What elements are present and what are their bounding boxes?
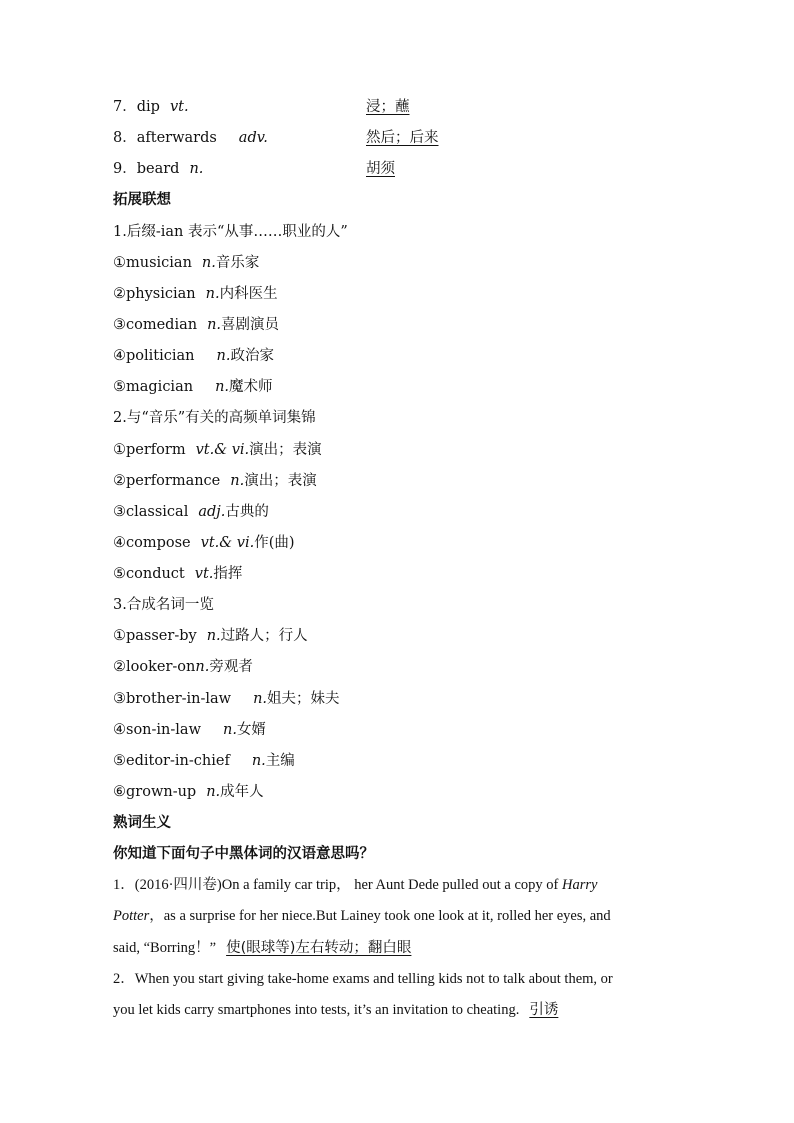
example-sentence: 2．When you start giving take-home exams and telling kids not to talk about them, or [113,971,613,987]
question-prompt: 你知道下面句子中黑体词的汉语意思吗？ [113,846,374,862]
list-item: ②physician n.内科医生 [113,286,278,302]
answer: 引诱 [529,1002,559,1018]
list-item: ④son-in-law n.女婿 [113,722,266,738]
list-item: ③brother-in-law n.姐夫；妹夫 [113,691,340,707]
vocab-meaning: 然后；后来 [366,130,439,146]
book-title: Potter [113,908,150,924]
example-sentence: Potter，as a surprise for her niece.But Lainey took one look at it, rolled her eyes, and [113,908,611,924]
answer: 使(眼球等)左右转动；翻白眼 [226,940,412,956]
section-heading: 拓展联想 [113,192,171,208]
section-heading: 熟词生义 [113,815,171,831]
part-of-speech: n. [189,161,204,177]
list-item: ①perform vt.& vi.演出；表演 [113,442,322,458]
vocab-word: afterwards [136,130,217,146]
list-item: ④compose vt.& vi.作(曲) [113,535,295,551]
list-item: ①passer-by n.过路人；行人 [113,628,308,644]
vocab-item [113,97,189,117]
group-title: 2.与“音乐”有关的高频单词集锦 [113,410,316,426]
list-item: ⑤conduct vt.指挥 [113,566,243,582]
example-sentence: said, “Borring！” 使(眼球等)左右转动；翻白眼 [113,940,412,956]
vocab-meaning: 胡须 [366,161,395,177]
book-title: Harry [562,877,598,893]
list-item: ③comedian n.喜剧演员 [113,317,280,333]
list-item: ⑥grown-up n.成年人 [113,784,264,800]
vocab-word: beard [136,161,180,177]
list-item: ①musician n.音乐家 [113,255,260,271]
list-item: ②looker-onn.旁观者 [113,659,253,675]
example-sentence: you let kids carry smartphones into tests, it’s an invitation to cheating. 引诱 [113,1002,559,1018]
example-sentence: 1．(2016·四川卷)On a family car trip， her Aunt Dede pulled out a copy of Harry [113,877,598,893]
list-item: ③classical adj.古典的 [113,504,269,520]
vocab-item [113,128,268,148]
item-number: 9． [113,161,137,177]
group-title: 3.合成名词一览 [113,597,214,613]
vocab-word: dip [136,99,160,115]
list-item: ②performance n.演出；表演 [113,473,317,489]
vocab-meaning: 浸；蘸 [366,99,410,115]
vocab-item [113,159,203,179]
list-item: ⑤magician n.魔术师 [113,379,273,395]
item-number: 8． [113,130,137,146]
group-title: 1.后缀-ian 表示“从事……职业的人” [113,224,348,240]
list-item: ④politician n.政治家 [113,348,274,364]
list-item: ⑤editor-in-chief n.主编 [113,753,295,769]
source-label: (2016·四川卷) [134,877,222,893]
part-of-speech: vt. [169,99,189,115]
part-of-speech: adv. [238,130,268,146]
item-number: 7． [113,99,137,115]
